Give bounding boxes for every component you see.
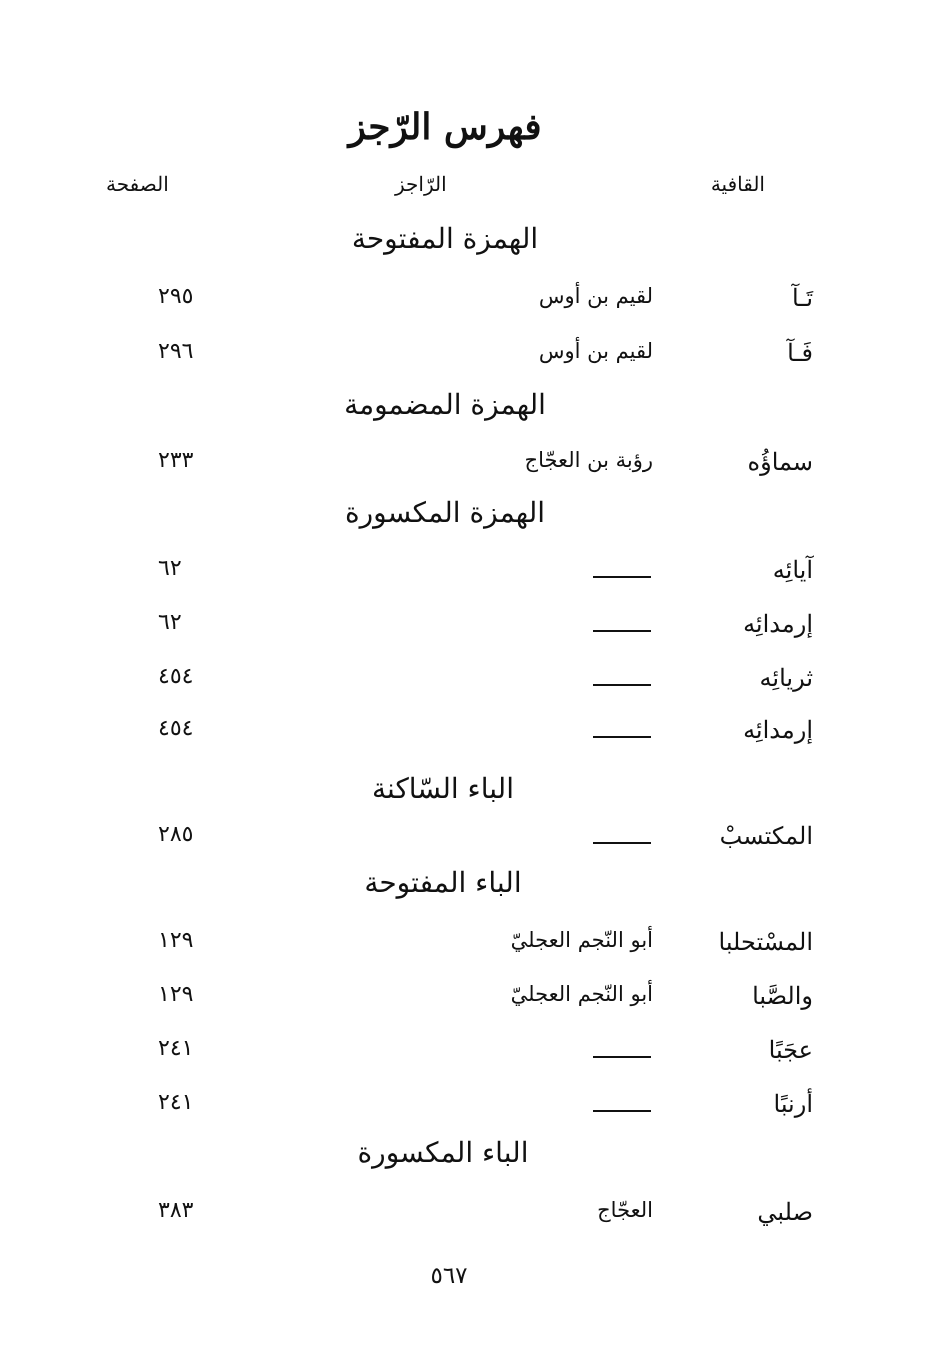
poet-cell: العجّاج — [597, 1198, 653, 1222]
table-row — [0, 664, 943, 704]
page-number: ٥٦٧ — [430, 1263, 468, 1289]
no-poet-dash — [593, 842, 651, 844]
table-row — [0, 448, 943, 488]
table-row — [0, 822, 943, 862]
column-header-page: الصفحة — [106, 172, 169, 196]
poet-cell: رؤبة بن العجّاج — [524, 448, 653, 472]
rhyme-cell: إرمدائِه — [743, 716, 813, 744]
rhyme-cell: المسْتحلبا — [718, 928, 813, 956]
table-row — [0, 928, 943, 968]
rhyme-cell: فَـآ — [787, 339, 813, 367]
no-poet-dash — [593, 1056, 651, 1058]
no-poet-dash — [593, 576, 651, 578]
table-row — [0, 716, 943, 756]
page-number-cell: ٦٢ — [158, 610, 182, 635]
section-heading: الهمزة المفتوحة — [351, 222, 539, 255]
table-row — [0, 982, 943, 1022]
page-number-cell: ٢٤١ — [158, 1036, 194, 1061]
section-heading: الباء المفتوحة — [364, 866, 522, 899]
page-title: فهرس الرّجز — [348, 106, 542, 148]
table-row — [0, 1090, 943, 1130]
page-number-cell: ٢٩٥ — [158, 284, 194, 309]
page-number-cell: ٢٤١ — [158, 1090, 194, 1115]
page-number-cell: ٢٣٣ — [158, 448, 194, 473]
table-row — [0, 284, 943, 324]
poet-cell: أبو النّجم العجليّ — [510, 982, 653, 1006]
poet-cell: أبو النّجم العجليّ — [510, 928, 653, 952]
column-header-rhyme: القافية — [710, 172, 765, 196]
no-poet-dash — [593, 736, 651, 738]
page-number-cell: ٢٩٦ — [158, 339, 194, 364]
page-number-cell: ٦٢ — [158, 556, 182, 581]
rhyme-cell: صلبي — [757, 1198, 813, 1226]
rhyme-cell: تَـآ — [791, 284, 813, 312]
section-heading: الباء السّاكنة — [372, 772, 514, 805]
rhyme-cell: والصَّبا — [752, 982, 813, 1010]
rhyme-cell: عجَبًا — [768, 1036, 813, 1064]
rhyme-cell: إرمدائِه — [743, 610, 813, 638]
no-poet-dash — [593, 630, 651, 632]
rhyme-cell: سماؤُه — [747, 448, 813, 476]
poet-cell: لقيم بن أوس — [538, 284, 653, 308]
table-row — [0, 339, 943, 379]
table-row — [0, 556, 943, 596]
section-heading: الباء المكسورة — [357, 1136, 529, 1169]
rhyme-cell: المكتسبْ — [719, 822, 813, 850]
table-row — [0, 1198, 943, 1238]
rhyme-cell: أرنبًا — [773, 1090, 813, 1118]
page-number-cell: ٤٥٤ — [158, 664, 194, 689]
table-row — [0, 1036, 943, 1076]
no-poet-dash — [593, 684, 651, 686]
page-number-cell: ١٢٩ — [158, 928, 194, 953]
rhyme-cell: ثريائِه — [759, 664, 813, 692]
rhyme-cell: آيائِه — [772, 556, 813, 584]
page-number-cell: ٢٨٥ — [158, 822, 194, 847]
table-row — [0, 610, 943, 650]
page-number-cell: ٣٨٣ — [158, 1198, 194, 1223]
no-poet-dash — [593, 1110, 651, 1112]
section-heading: الهمزة المكسورة — [344, 496, 546, 529]
section-heading: الهمزة المضمومة — [344, 388, 546, 421]
column-header-poet: الرّاجز — [395, 172, 447, 196]
poet-cell: لقيم بن أوس — [538, 339, 653, 363]
page-number-cell: ٤٥٤ — [158, 716, 194, 741]
page-number-cell: ١٢٩ — [158, 982, 194, 1007]
